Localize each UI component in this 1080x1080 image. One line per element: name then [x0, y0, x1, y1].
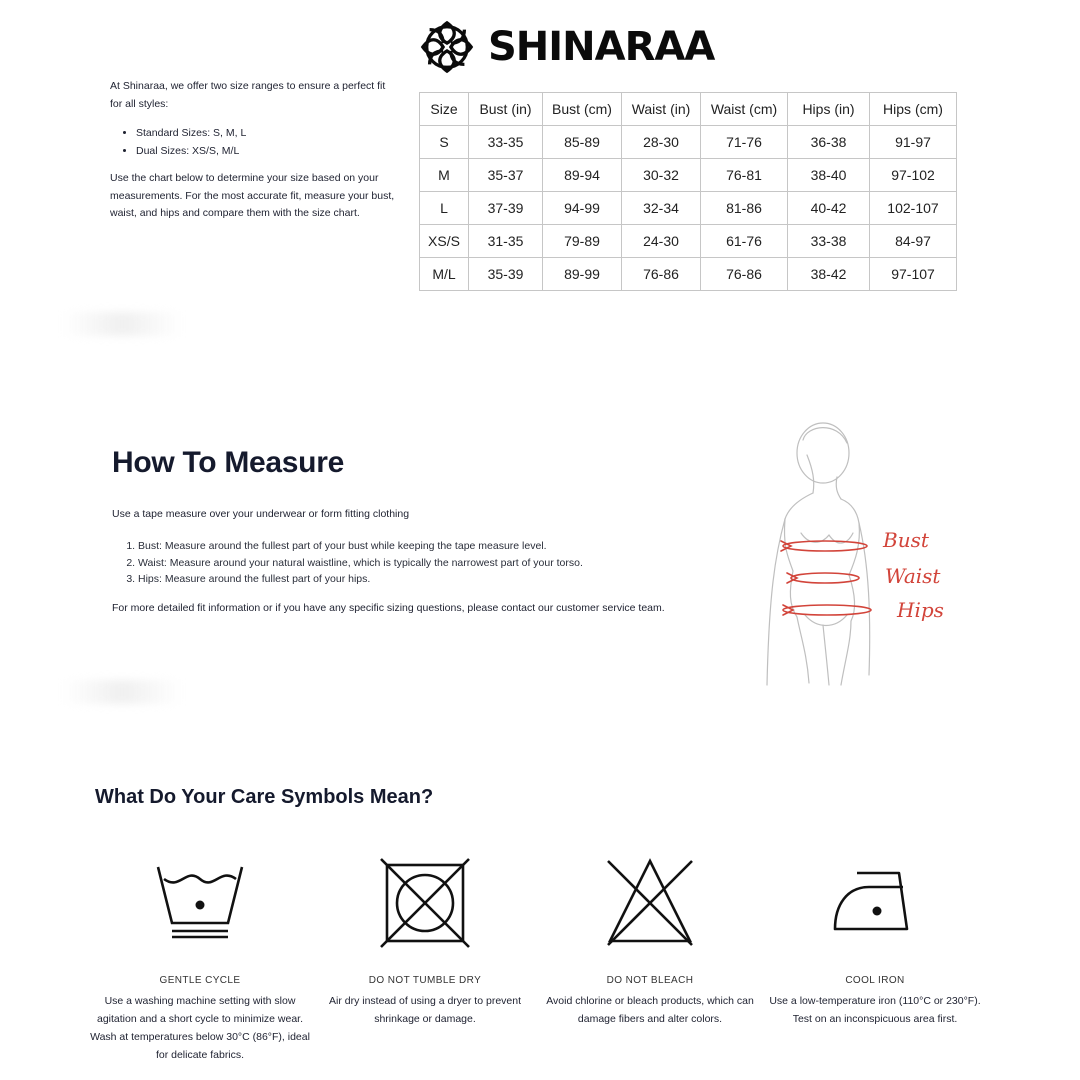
table-cell: 40-42 — [788, 192, 870, 225]
cool-iron-icon — [827, 855, 923, 951]
care-label: COOL IRON — [845, 975, 905, 986]
table-cell: 38-40 — [788, 159, 870, 192]
table-cell: 84-97 — [870, 225, 957, 258]
care-desc: Avoid chlorine or bleach products, which can damage fibers and alter colors. — [546, 995, 754, 1025]
care-label: DO NOT BLEACH — [606, 975, 694, 986]
table-cell: 71-76 — [701, 126, 788, 159]
table-row — [420, 225, 957, 258]
size-range-list — [110, 125, 395, 160]
table-cell: 24-30 — [622, 225, 701, 258]
table-cell: 79-89 — [543, 225, 622, 258]
brand-logo[interactable] — [418, 18, 714, 76]
table-cell: 35-39 — [469, 258, 543, 291]
care-item-gentle-cycle — [90, 855, 310, 1064]
table-cell: 33-38 — [788, 225, 870, 258]
table-cell: XS/S — [420, 225, 469, 258]
size-intro-lead: At Shinaraa, we offer two size ranges to ensure a perfect fit for all styles: — [110, 80, 386, 110]
care-item-do-not-tumble-dry — [315, 855, 535, 1028]
do-not-tumble-dry-icon — [377, 855, 473, 951]
table-cell: 81-86 — [701, 192, 788, 225]
measure-step-bust: 1. Bust: Measure around the fullest part of your bust while keeping the tape measure level. — [138, 538, 583, 555]
care-desc: Air dry instead of using a dryer to prevent shrinkage or damage. — [328, 995, 521, 1025]
table-header-cell: Waist (in) — [622, 93, 701, 126]
gentle-cycle-icon — [152, 855, 248, 951]
table-header-cell: Bust (cm) — [543, 93, 622, 126]
size-range-dual: • Dual Sizes: XS/S, M/L — [136, 143, 395, 161]
table-header-cell: Hips (in) — [788, 93, 870, 126]
table-cell: 97-107 — [870, 258, 957, 291]
care-label: GENTLE CYCLE — [159, 975, 241, 986]
table-row — [420, 192, 957, 225]
body-measurement-sketch-icon — [745, 415, 955, 695]
care-symbols-title: What Do Your Care Symbols Mean? — [95, 786, 434, 808]
care-item-cool-iron — [765, 855, 985, 1028]
table-header-cell: Bust (in) — [469, 93, 543, 126]
table-cell: 30-32 — [622, 159, 701, 192]
table-cell: 85-89 — [543, 126, 622, 159]
flower-knot-logo-icon — [418, 18, 476, 76]
section-fade-divider — [62, 680, 182, 704]
table-cell: 89-99 — [543, 258, 622, 291]
table-cell: M — [420, 159, 469, 192]
table-header-cell: Waist (cm) — [701, 93, 788, 126]
table-header-row — [420, 93, 957, 126]
table-cell: 91-97 — [870, 126, 957, 159]
care-desc: Use a low-temperature iron (110°C or 230°F). Test on an inconspicuous area first. — [769, 995, 981, 1025]
brand-name: SHINARAA — [488, 24, 715, 70]
how-to-measure-title: How To Measure — [112, 446, 344, 479]
table-cell: 38-42 — [788, 258, 870, 291]
table-cell: 37-39 — [469, 192, 543, 225]
table-cell: 76-81 — [701, 159, 788, 192]
table-header-cell: Size — [420, 93, 469, 126]
sketch-label-waist: Waist — [885, 564, 941, 588]
table-cell: S — [420, 126, 469, 159]
size-intro-body: Use the chart below to determine your size based on your measurements. For the most accurate fit, measure your bust, waist, and hips and compare them with the size chart. — [110, 172, 395, 219]
table-cell: 31-35 — [469, 225, 543, 258]
table-cell: 102-107 — [870, 192, 957, 225]
table-row — [420, 159, 957, 192]
size-chart-table — [419, 92, 957, 291]
table-cell: 76-86 — [701, 258, 788, 291]
care-desc: Use a washing machine setting with slow agitation and a short cycle to minimize wear. Wash at temperatures below 30°C (86°F), ideal for delicate fabrics. — [90, 995, 310, 1061]
measure-intro: Use a tape measure over your underwear or form fitting clothing — [112, 508, 410, 520]
table-cell: M/L — [420, 258, 469, 291]
table-cell: 94-99 — [543, 192, 622, 225]
table-cell: 36-38 — [788, 126, 870, 159]
measure-note: For more detailed fit information or if you have any specific sizing questions, please contact our customer service team. — [112, 602, 665, 614]
table-cell: 61-76 — [701, 225, 788, 258]
table-cell: 97-102 — [870, 159, 957, 192]
section-fade-divider — [62, 312, 182, 336]
size-intro — [110, 78, 395, 223]
measure-steps-list — [112, 538, 583, 588]
sketch-label-bust: Bust — [883, 528, 929, 552]
table-cell: 33-35 — [469, 126, 543, 159]
do-not-bleach-icon — [602, 855, 698, 951]
table-header-cell: Hips (cm) — [870, 93, 957, 126]
table-row — [420, 126, 957, 159]
table-cell: 28-30 — [622, 126, 701, 159]
table-cell: L — [420, 192, 469, 225]
table-cell: 76-86 — [622, 258, 701, 291]
table-cell: 35-37 — [469, 159, 543, 192]
care-label: DO NOT TUMBLE DRY — [368, 975, 482, 986]
measure-step-waist: 2. Waist: Measure around your natural waistline, which is typically the narrowest part of your torso. — [138, 555, 583, 572]
size-range-standard: • Standard Sizes: S, M, L — [136, 125, 395, 143]
table-cell: 89-94 — [543, 159, 622, 192]
measure-step-hips: 3. Hips: Measure around the fullest part of your hips. — [138, 571, 583, 588]
table-cell: 32-34 — [622, 192, 701, 225]
sketch-label-hips: Hips — [897, 598, 944, 622]
table-row — [420, 258, 957, 291]
care-item-do-not-bleach — [540, 855, 760, 1028]
